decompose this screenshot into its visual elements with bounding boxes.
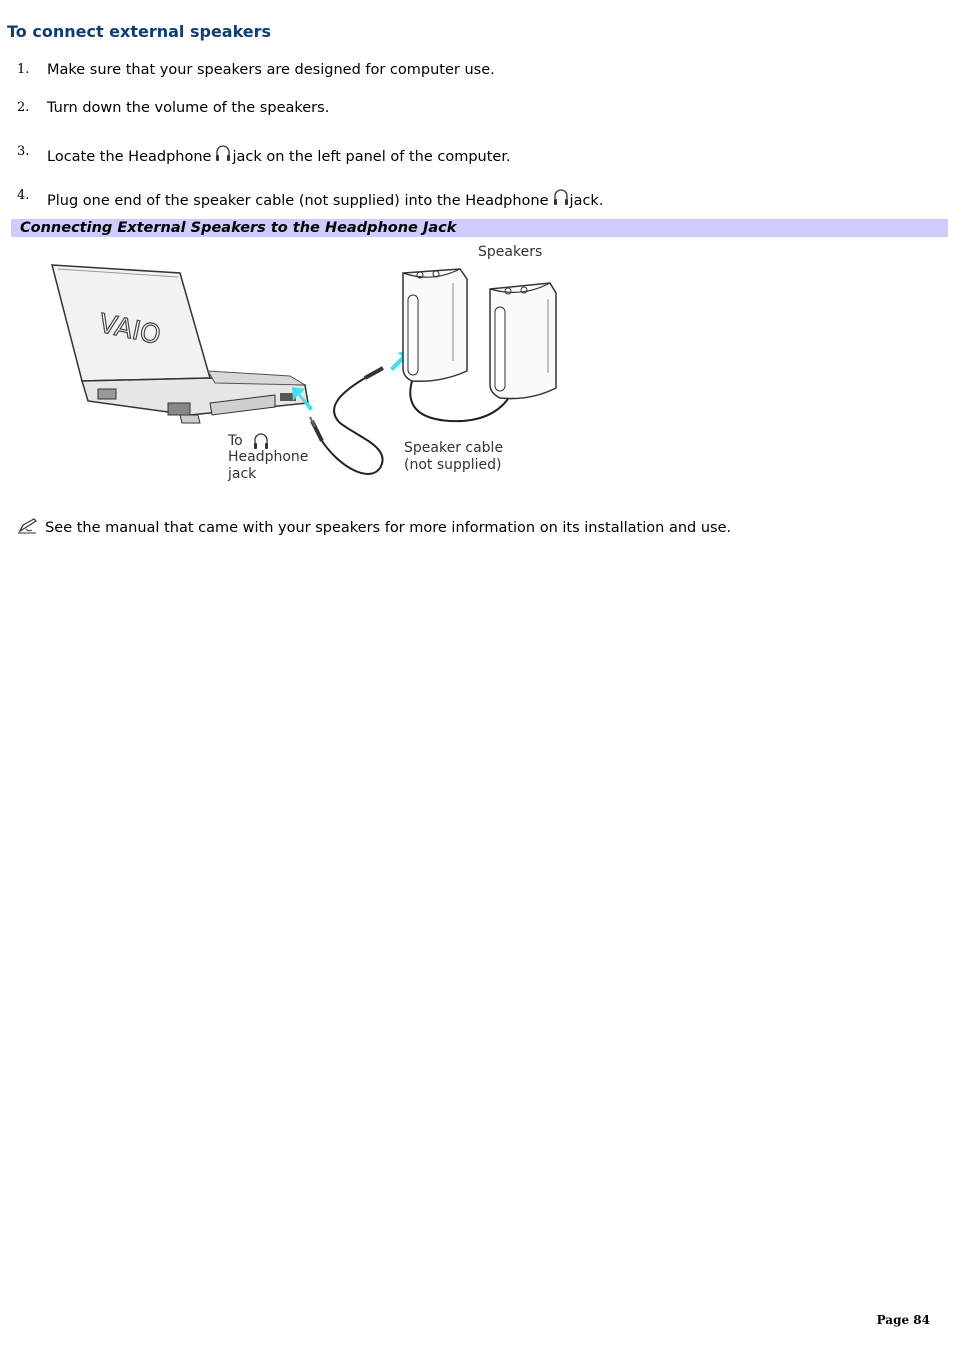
- speaker-left: [403, 269, 467, 381]
- label-not-supplied: (not supplied): [404, 457, 502, 473]
- step-text-after-icon: jack.: [569, 193, 604, 209]
- label-jack: jack: [228, 466, 257, 482]
- label-speakers: Speakers: [478, 244, 543, 260]
- label-speaker-cable: Speaker cable: [404, 440, 504, 456]
- step-text: Make sure that your speakers are designed for computer use.: [47, 62, 495, 78]
- speaker-connection-illustration: [40, 243, 580, 488]
- page-title: To connect external speakers: [7, 22, 272, 41]
- step-3: [0, 144, 940, 168]
- step-2: [0, 100, 940, 124]
- note: [16, 517, 731, 536]
- step-number: 2.: [17, 100, 30, 115]
- step-text: [47, 188, 603, 209]
- page-number: Page 84: [876, 1313, 930, 1327]
- step-text-after-icon: jack on the left panel of the computer.: [232, 149, 511, 165]
- label-headphone: Headphone: [228, 449, 309, 465]
- step-1: [0, 62, 940, 86]
- step-text: [47, 144, 511, 165]
- headphone-icon: [215, 144, 231, 163]
- step-text: Turn down the volume of the speakers.: [47, 100, 330, 116]
- figure-caption: Connecting External Speakers to the Headphone Jack: [20, 220, 457, 236]
- step-number: 1.: [17, 62, 30, 77]
- headphone-icon: [254, 434, 268, 449]
- pencil-note-icon: [16, 517, 40, 535]
- laptop-logo: VAIO: [96, 308, 164, 351]
- label-to: To: [228, 433, 243, 449]
- note-text: See the manual that came with your speakers for more information on its installation and use.: [45, 520, 732, 536]
- step-text-before-icon: Locate the Headphone: [47, 149, 212, 165]
- headphone-icon: [553, 188, 569, 207]
- speaker-right: [490, 283, 556, 399]
- step-4: [0, 188, 940, 212]
- step-number: 4.: [17, 188, 30, 203]
- step-text-before-icon: Plug one end of the speaker cable (not supplied) into the Headphone: [47, 193, 549, 209]
- step-number: 3.: [17, 144, 30, 159]
- speaker-cable: [322, 378, 383, 474]
- figure-caption-bar: [11, 219, 948, 237]
